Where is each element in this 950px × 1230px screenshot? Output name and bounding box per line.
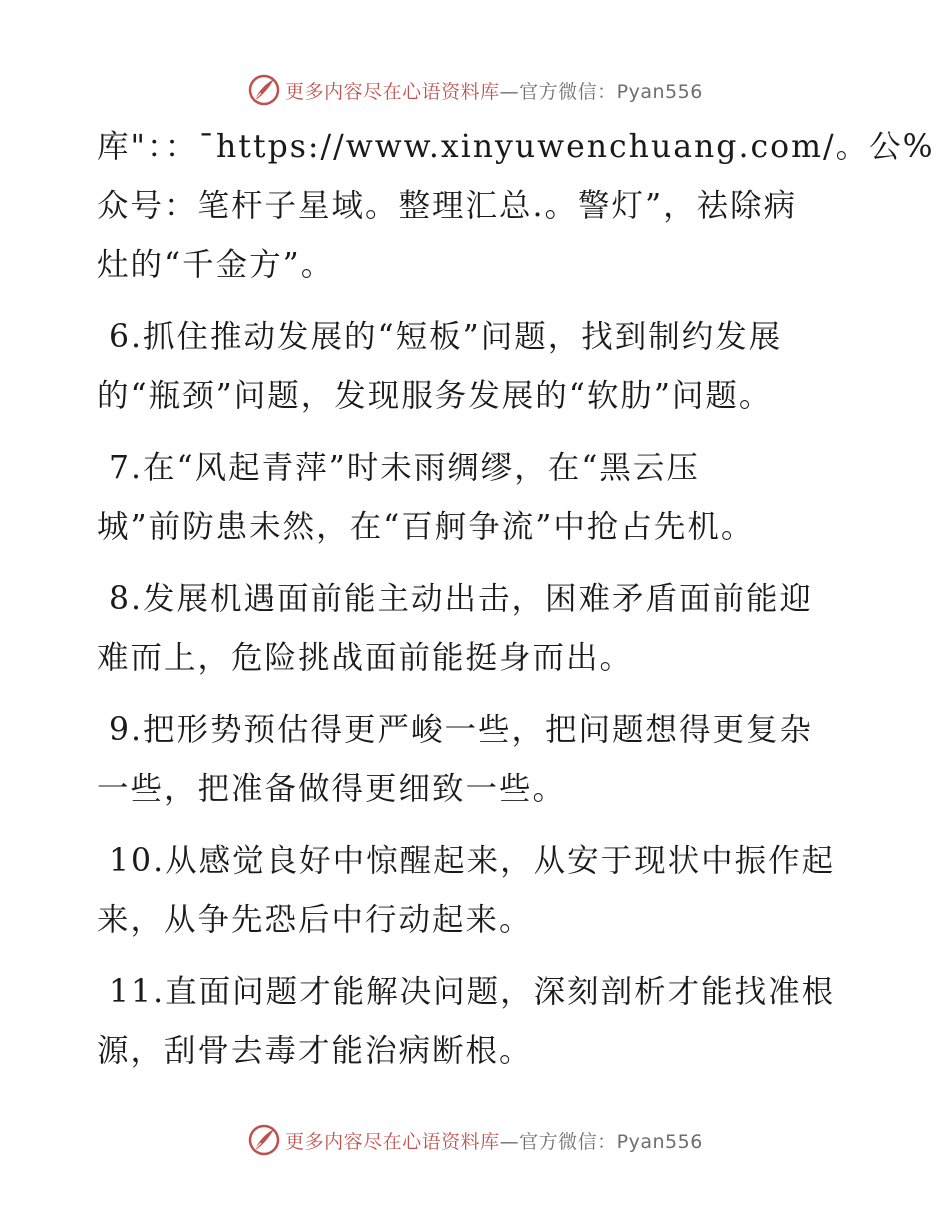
quill-logo-icon (247, 73, 281, 107)
paragraph-item-11 (97, 963, 857, 1081)
text-line: 城”前防患未然，在“百舸争流”中抢占先机。 (97, 509, 755, 545)
text-line: 11.直面问题才能解决问题，深刻剖析才能找准根 (109, 974, 836, 1010)
footer-banner-site: 更多内容尽在心语资料库 (285, 1130, 500, 1153)
footer-banner-wechat: —官方微信：Pyan556 (499, 1130, 703, 1153)
paragraph-continuation (97, 118, 935, 295)
text-line: 源，刮骨去毒才能治病断根。 (97, 1033, 533, 1069)
paragraph-item-10 (97, 832, 857, 950)
text-line: 6.抓住推动发展的“短板”问题，找到制约发展 (109, 319, 783, 355)
text-line: 难而上，危险挑战面前能挺身而出。 (97, 640, 634, 676)
text-line: 9.把形势预估得更严峻一些，把问题想得更复杂 (109, 712, 814, 748)
header-banner-site: 更多内容尽在心语资料库 (285, 80, 500, 103)
text-line: 10.从感觉良好中惊醒起来，从安于现状中振作起 (109, 843, 836, 879)
document-body (97, 118, 935, 1094)
text-line: 8.发展机遇面前能主动出击，困难矛盾面前能迎 (109, 581, 814, 617)
footer-banner (0, 1122, 950, 1158)
paragraph-item-6 (97, 308, 857, 426)
header-banner-wechat: —官方微信：Pyan556 (499, 80, 703, 103)
text-line: 众号：笔杆子星域。整理汇总.。警灯”，祛除病 (97, 188, 798, 224)
paragraph-item-8 (97, 570, 857, 688)
paragraph-item-7 (97, 439, 857, 557)
text-line: 灶的“千金方”。 (97, 247, 335, 283)
text-line: 7.在“风起青萍”时未雨绸缪，在“黑云压 (109, 450, 700, 486)
text-line: 来，从争先恐后中行动起来。 (97, 902, 533, 938)
text-line: 库"：：¯https://www.xinyuwenchuang.com/。公% (97, 129, 935, 165)
text-line: 的“瓶颈”问题，发现服务发展的“软肋”问题。 (97, 378, 773, 414)
text-line: 一些，把准备做得更细致一些。 (97, 771, 567, 807)
quill-logo-icon (247, 1123, 281, 1157)
header-banner (0, 72, 950, 108)
paragraph-item-9 (97, 701, 857, 819)
